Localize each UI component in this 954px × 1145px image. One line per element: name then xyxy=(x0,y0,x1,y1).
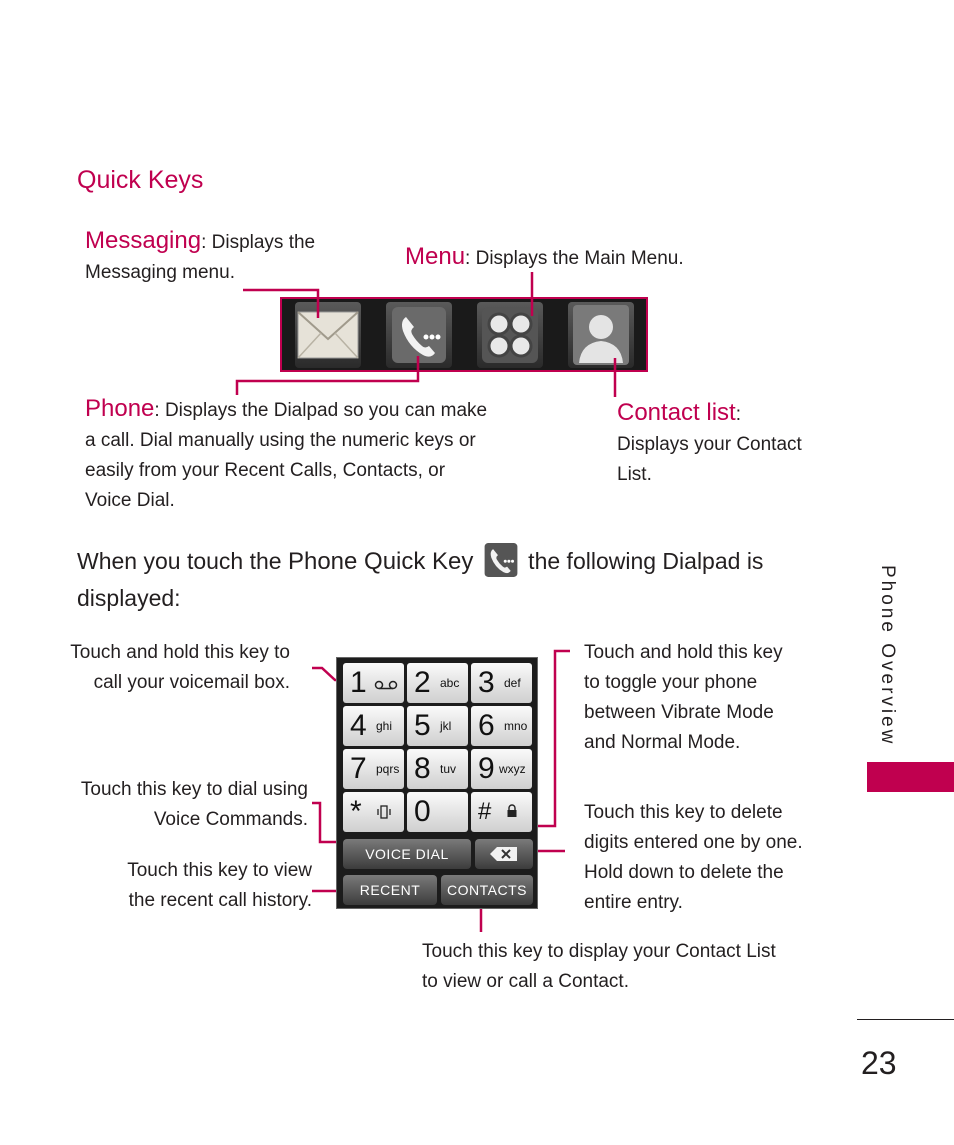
recent-button[interactable]: RECENT xyxy=(343,875,437,905)
key-2[interactable]: 2 abc xyxy=(407,663,468,703)
page-number-rule xyxy=(857,1019,954,1020)
key-8[interactable]: 8 tuv xyxy=(407,749,468,789)
key-1[interactable]: 1 xyxy=(343,663,404,703)
voice-dial-callout: Touch this key to dial using Voice Commands. xyxy=(80,779,308,830)
menu-label: Menu xyxy=(405,243,466,270)
key-4[interactable]: 4 ghi xyxy=(343,706,404,746)
key-0[interactable]: 0 xyxy=(407,792,468,832)
recent-callout: Touch this key to view the recent call history. xyxy=(127,860,312,911)
key-6[interactable]: 6 mno xyxy=(471,706,532,746)
delete-callout: Touch this key to delete digits entered one by one. Hold down to delete the entire entry. xyxy=(584,802,803,913)
messaging-description: Messaging: Displays the Messaging menu. xyxy=(85,227,316,283)
contact-list-description: Contact list: Displays your Contact List. xyxy=(617,399,802,485)
backspace-icon xyxy=(489,846,519,862)
contact-list-label: Contact list xyxy=(617,399,736,426)
messaging-label: Messaging xyxy=(85,227,202,254)
key-3[interactable]: 3 def xyxy=(471,663,532,703)
voice-dial-button[interactable]: VOICE DIAL xyxy=(343,839,471,869)
voicemail-icon xyxy=(374,680,398,690)
phone-label: Phone xyxy=(85,395,155,422)
key-7[interactable]: 7 pqrs xyxy=(343,749,404,789)
phone-description: Phone: Displays the Dialpad so you can make a call. Dial manually using the numeric keys or easily from your Recent Calls, Contacts, or Voice Dial. xyxy=(85,395,488,511)
contacts-callout: Touch this key to display your Contact List to view or call a Contact. xyxy=(422,941,776,992)
phone-handset-icon xyxy=(484,543,518,577)
vibrate-callout: Touch and hold this key to toggle your phone between Vibrate Mode and Normal Mode. xyxy=(584,642,783,753)
page-number: 23 xyxy=(861,1045,897,1081)
dialpad xyxy=(336,657,538,909)
side-section-label: Phone Overview xyxy=(877,565,898,747)
key-5[interactable]: 5 jkl xyxy=(407,706,468,746)
key-9[interactable]: 9 wxyz xyxy=(471,749,532,789)
side-section-tab xyxy=(867,762,954,792)
key-star[interactable]: * xyxy=(343,792,404,832)
key-hash[interactable]: # xyxy=(471,792,532,832)
lock-icon xyxy=(506,804,518,818)
contacts-button[interactable]: CONTACTS xyxy=(441,875,533,905)
backspace-button[interactable] xyxy=(475,839,533,869)
dialpad-intro: When you touch the Phone Quick Key the following Dialpad is displayed: xyxy=(77,543,817,616)
menu-description: Menu: Displays the Main Menu. xyxy=(405,243,684,270)
section-title: Quick Keys xyxy=(77,166,204,194)
vibrate-icon xyxy=(376,805,392,819)
voicemail-callout: Touch and hold this key to call your voicemail box. xyxy=(70,642,290,693)
